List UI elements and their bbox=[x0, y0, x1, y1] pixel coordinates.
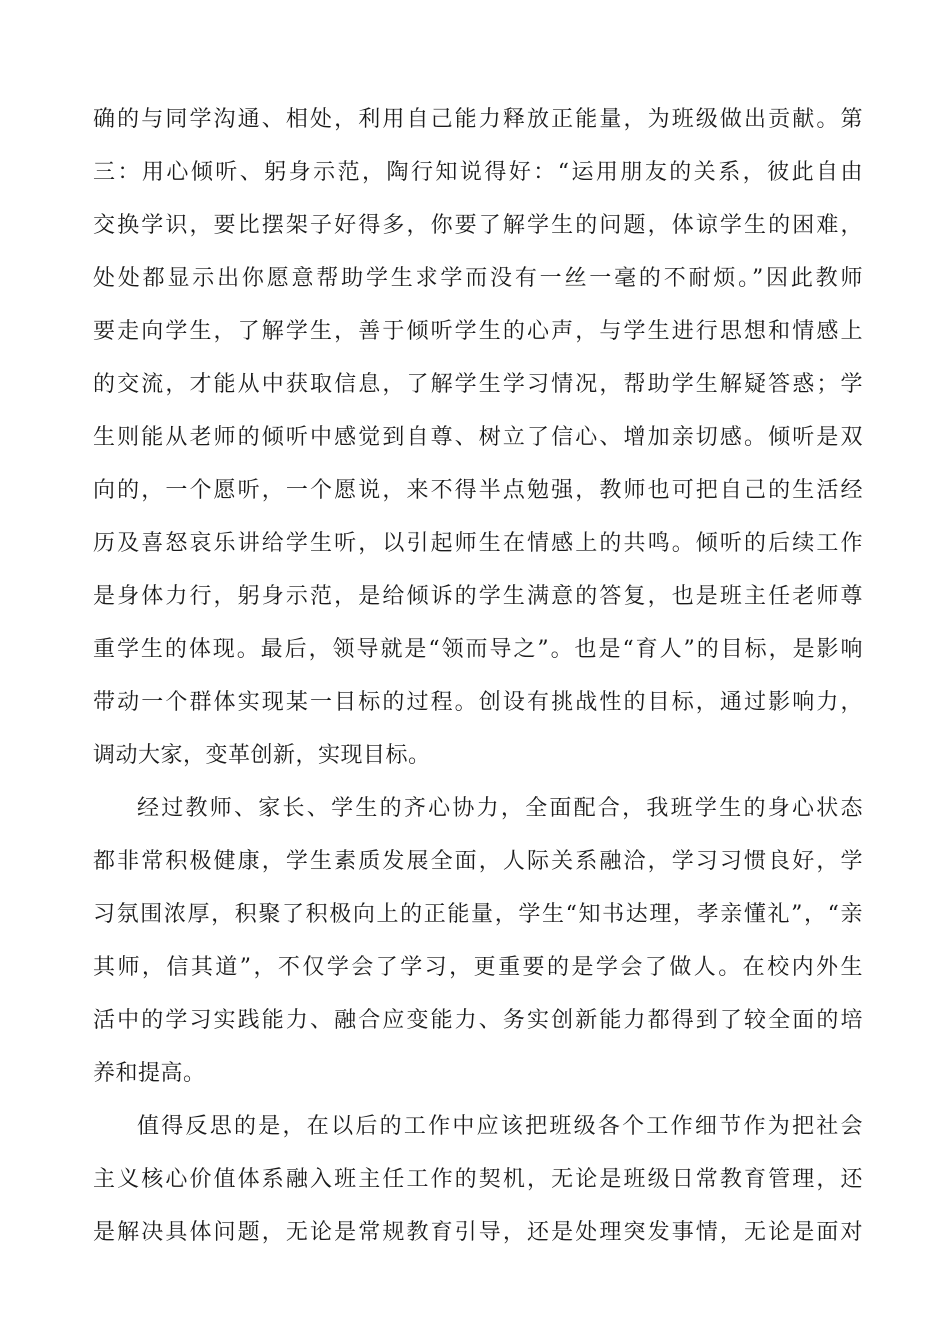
text-line: 是身体力行，躬身示范，是给倾诉的学生满意的答复，也是班主任老师尊 bbox=[93, 584, 863, 609]
text-line: 经过教师、家长、学生的齐心协力，全面配合，我班学生的身心状态 bbox=[137, 796, 863, 821]
text-line: 带动一个群体实现某一目标的过程。创设有挑战性的目标，通过影响力， bbox=[93, 690, 863, 715]
paragraph-2 bbox=[93, 782, 863, 1100]
text-line: 确的与同学沟通、相处，利用自己能力释放正能量，为班级做出贡献。第 bbox=[93, 107, 863, 132]
text-line: 其师，信其道”，不仅学会了学习，更重要的是学会了做人。在校内外生 bbox=[93, 955, 863, 980]
document-body bbox=[93, 93, 863, 1259]
paragraph-1 bbox=[93, 93, 863, 782]
text-line: 要走向学生，了解学生，善于倾听学生的心声，与学生进行思想和情感上 bbox=[93, 319, 863, 344]
text-line: 主义核心价值体系融入班主任工作的契机，无论是班级日常教育管理，还 bbox=[93, 1167, 863, 1192]
text-line: 养和提高。 bbox=[93, 1061, 206, 1086]
text-line: 是解决具体问题，无论是常规教育引导，还是处理突发事情，无论是面对 bbox=[93, 1220, 863, 1245]
paragraph-3 bbox=[93, 1100, 863, 1259]
text-line: 三：用心倾听、躬身示范，陶行知说得好：“运用朋友的关系，彼此自由 bbox=[93, 160, 863, 185]
text-line: 重学生的体现。最后，领导就是“领而导之”。也是“育人”的目标，是影响 bbox=[93, 637, 863, 662]
text-line: 调动大家，变革创新，实现目标。 bbox=[93, 743, 431, 768]
text-line: 活中的学习实践能力、融合应变能力、务实创新能力都得到了较全面的培 bbox=[93, 1008, 863, 1033]
text-line: 处处都显示出你愿意帮助学生求学而没有一丝一毫的不耐烦。”因此教师 bbox=[93, 266, 863, 291]
text-line: 习氛围浓厚，积聚了积极向上的正能量，学生“知书达理，孝亲懂礼”，“亲 bbox=[93, 902, 863, 927]
text-line: 向的，一个愿听，一个愿说，来不得半点勉强，教师也可把自己的生活经 bbox=[93, 478, 863, 503]
text-line: 都非常积极健康，学生素质发展全面，人际关系融洽，学习习惯良好，学 bbox=[93, 849, 863, 874]
text-line: 交换学识，要比摆架子好得多，你要了解学生的问题，体谅学生的困难， bbox=[93, 213, 863, 238]
text-line: 值得反思的是，在以后的工作中应该把班级各个工作细节作为把社会 bbox=[137, 1114, 863, 1139]
text-line: 生则能从老师的倾听中感觉到自尊、树立了信心、增加亲切感。倾听是双 bbox=[93, 425, 863, 450]
text-line: 历及喜怒哀乐讲给学生听，以引起师生在情感上的共鸣。倾听的后续工作 bbox=[93, 531, 863, 556]
text-line: 的交流，才能从中获取信息，了解学生学习情况，帮助学生解疑答惑；学 bbox=[93, 372, 863, 397]
